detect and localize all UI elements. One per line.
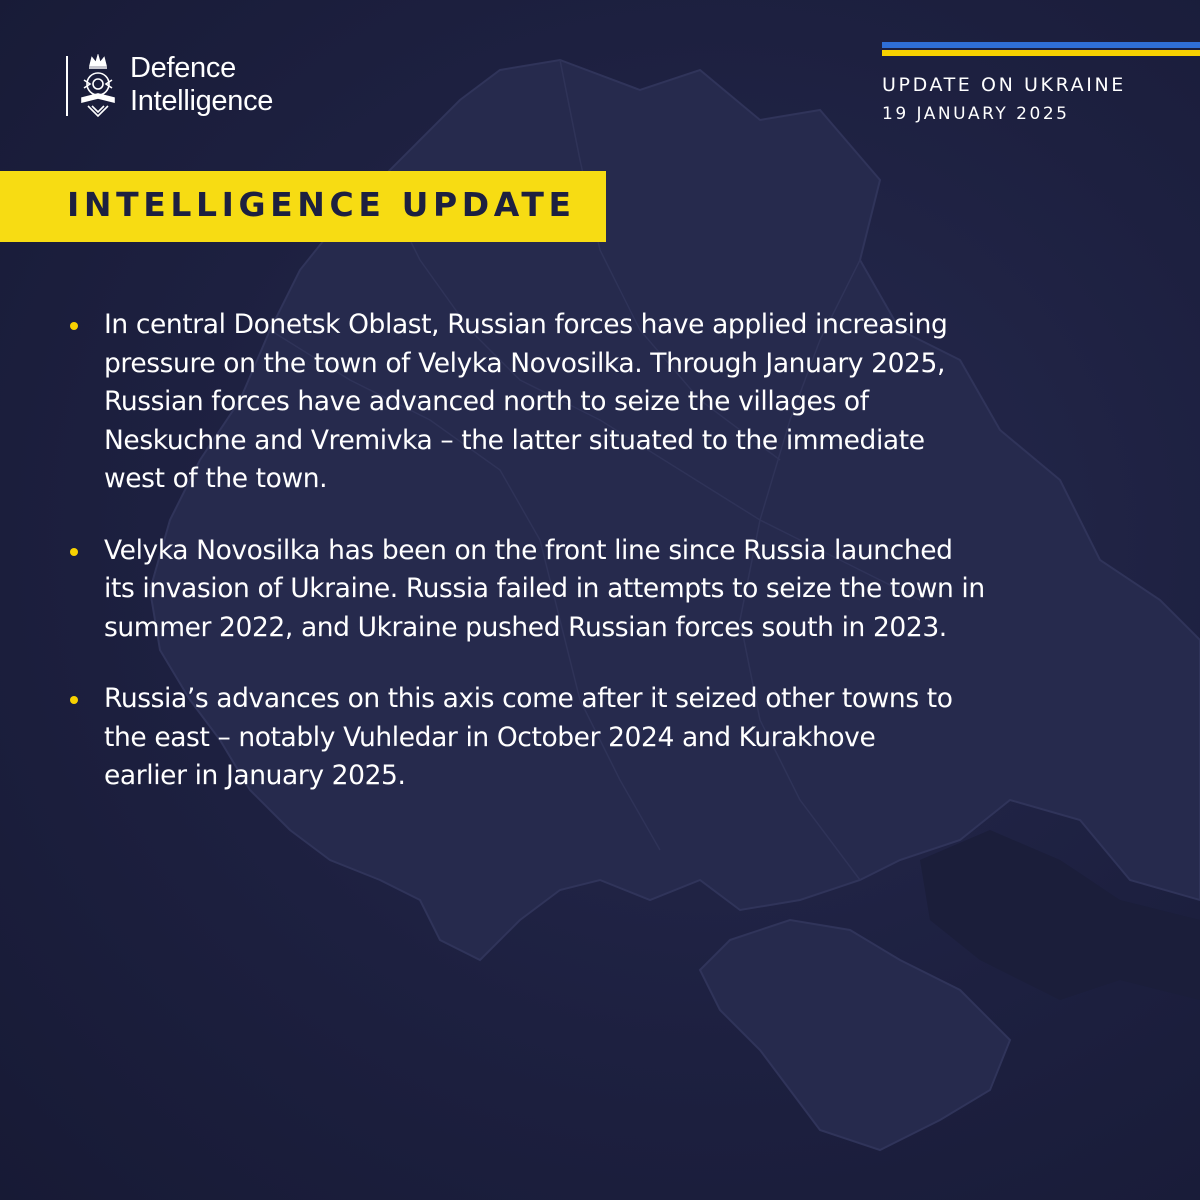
update-title: UPDATE ON UKRAINE: [882, 74, 1126, 96]
bullet-list: [66, 306, 1146, 829]
logo-divider: [66, 56, 68, 116]
crimea-peninsula-shape: [700, 920, 1010, 1150]
flag-blue-stripe: [882, 42, 1200, 48]
logo-line-defence: Defence: [130, 52, 236, 84]
bullet-line: west of the town.: [104, 463, 328, 494]
bullet-line: Velyka Novosilka has been on the front line since Russia launched: [104, 534, 953, 566]
intelligence-update-banner: [0, 171, 606, 242]
bullet-line: Russian forces have advanced north to seize the villages of: [104, 386, 869, 417]
banner-label: INTELLIGENCE UPDATE: [67, 185, 576, 224]
update-date: 19 JANUARY 2025: [882, 104, 1070, 124]
bullet-line: summer 2022, and Ukraine pushed Russian forces south in 2023.: [104, 611, 947, 643]
flag-yellow-stripe: [882, 50, 1200, 56]
logo-wordmark: [130, 52, 273, 118]
bullet-line: earlier in January 2025.: [104, 760, 406, 791]
logo-line-intelligence: Intelligence: [130, 85, 274, 117]
bullet-item: [66, 532, 1146, 648]
bullet-line: Neskuchne and Vremivka – the latter situated to the immediate: [104, 424, 925, 456]
royal-crest-icon: [76, 54, 120, 118]
ukraine-flag-bar: [882, 42, 1200, 58]
bullet-dot-icon: [70, 322, 78, 330]
bullet-item: [66, 306, 1146, 499]
bullet-line: Russia’s advances on this axis come after it seized other towns to: [104, 683, 953, 714]
bullet-dot-icon: [70, 548, 78, 556]
bullet-item: [66, 680, 1146, 796]
bullet-line: pressure on the town of Velyka Novosilka. Through January 2025,: [104, 347, 945, 379]
bullet-line: In central Donetsk Oblast, Russian forces have applied increasing: [104, 309, 948, 340]
bullet-line: its invasion of Ukraine. Russia failed in attempts to seize the town in: [104, 573, 985, 604]
bullet-line: the east – notably Vuhledar in October 2024 and Kurakhove: [104, 721, 876, 753]
defence-intelligence-logo: [66, 52, 306, 120]
bullet-dot-icon: [70, 696, 78, 704]
